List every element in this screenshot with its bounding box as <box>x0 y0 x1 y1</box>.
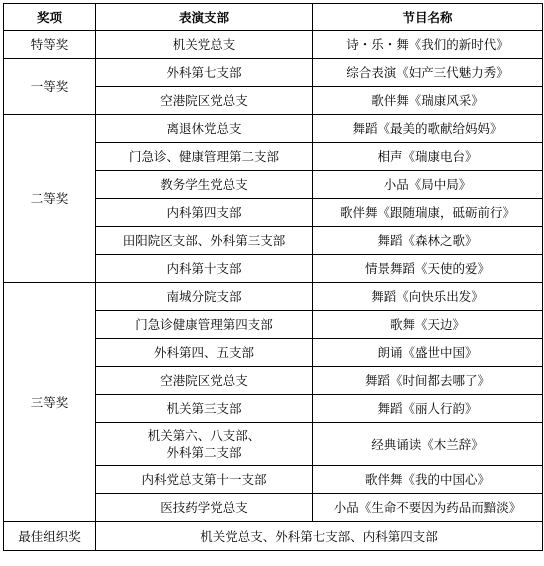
header-branch: 表演支部 <box>96 4 313 31</box>
table-row <box>4 115 543 143</box>
branch-cell: 内科第四支部 <box>96 199 313 227</box>
program-cell: 舞蹈《丽人行韵》 <box>313 395 543 423</box>
award-level-cell: 特等奖 <box>4 31 96 59</box>
table-row <box>4 59 543 87</box>
program-cell: 相声《瑞康电台》 <box>313 143 543 171</box>
branch-cell: 医技药学党总支 <box>96 494 313 522</box>
branch-cell: 门急诊健康管理第四支部 <box>96 311 313 339</box>
branch-cell: 田阳院区支部、外科第三支部 <box>96 227 313 255</box>
branch-line: 机关第六、八支部、 <box>147 428 261 443</box>
branch-cell: 内科党总支第十一支部 <box>96 466 313 494</box>
program-cell: 小品《局中局》 <box>313 171 543 199</box>
branch-cell: 空港院区党总支 <box>96 87 313 115</box>
program-cell: 综合表演《妇产三代魅力秀》 <box>313 59 543 87</box>
program-cell: 情景舞蹈《天使的爱》 <box>313 255 543 283</box>
program-cell: 经典诵读《木兰辞》 <box>313 423 543 466</box>
program-cell: 诗・乐・舞《我们的新时代》 <box>313 31 543 59</box>
award-level-cell: 二等奖 <box>4 115 96 283</box>
header-row <box>4 4 543 31</box>
awards-table <box>3 3 543 551</box>
header-program: 节目名称 <box>313 4 543 31</box>
program-cell: 朗诵《盛世中国》 <box>313 339 543 367</box>
header-award: 奖项 <box>4 4 96 31</box>
program-cell: 歌伴舞《瑞康风采》 <box>313 87 543 115</box>
program-cell: 小品《生命不要因为药品而黯淡》 <box>313 494 543 522</box>
branch-cell <box>96 423 313 466</box>
best-organization-branches-cell: 机关党总支、外科第七支部、内科第四支部 <box>96 522 543 551</box>
program-cell: 舞蹈《森林之歌》 <box>313 227 543 255</box>
branch-cell: 门急诊、健康管理第二支部 <box>96 143 313 171</box>
award-level-cell: 一等奖 <box>4 59 96 115</box>
program-cell: 舞蹈《向快乐出发》 <box>313 283 543 311</box>
program-cell: 歌舞《天边》 <box>313 311 543 339</box>
program-cell: 舞蹈《最美的歌献给妈妈》 <box>313 115 543 143</box>
table-row <box>4 283 543 311</box>
branch-cell: 教务学生党总支 <box>96 171 313 199</box>
branch-cell: 离退休党总支 <box>96 115 313 143</box>
branch-line: 外科第二支部 <box>166 445 242 460</box>
branch-cell: 空港院区党总支 <box>96 367 313 395</box>
branch-cell: 南城分院支部 <box>96 283 313 311</box>
best-organization-award-cell: 最佳组织奖 <box>4 522 96 551</box>
program-cell: 歌伴舞《跟随瑞康，砥砺前行》 <box>313 199 543 227</box>
best-organization-row <box>4 522 543 551</box>
program-cell: 舞蹈《时间都去哪了》 <box>313 367 543 395</box>
awards-table-body <box>4 31 543 551</box>
branch-cell: 机关党总支 <box>96 31 313 59</box>
branch-cell: 机关第三支部 <box>96 395 313 423</box>
table-row <box>4 31 543 59</box>
branch-cell: 外科第七支部 <box>96 59 313 87</box>
award-level-cell: 三等奖 <box>4 283 96 522</box>
program-cell: 歌伴舞《我的中国心》 <box>313 466 543 494</box>
branch-cell: 外科第四、五支部 <box>96 339 313 367</box>
branch-cell: 内科第十支部 <box>96 255 313 283</box>
